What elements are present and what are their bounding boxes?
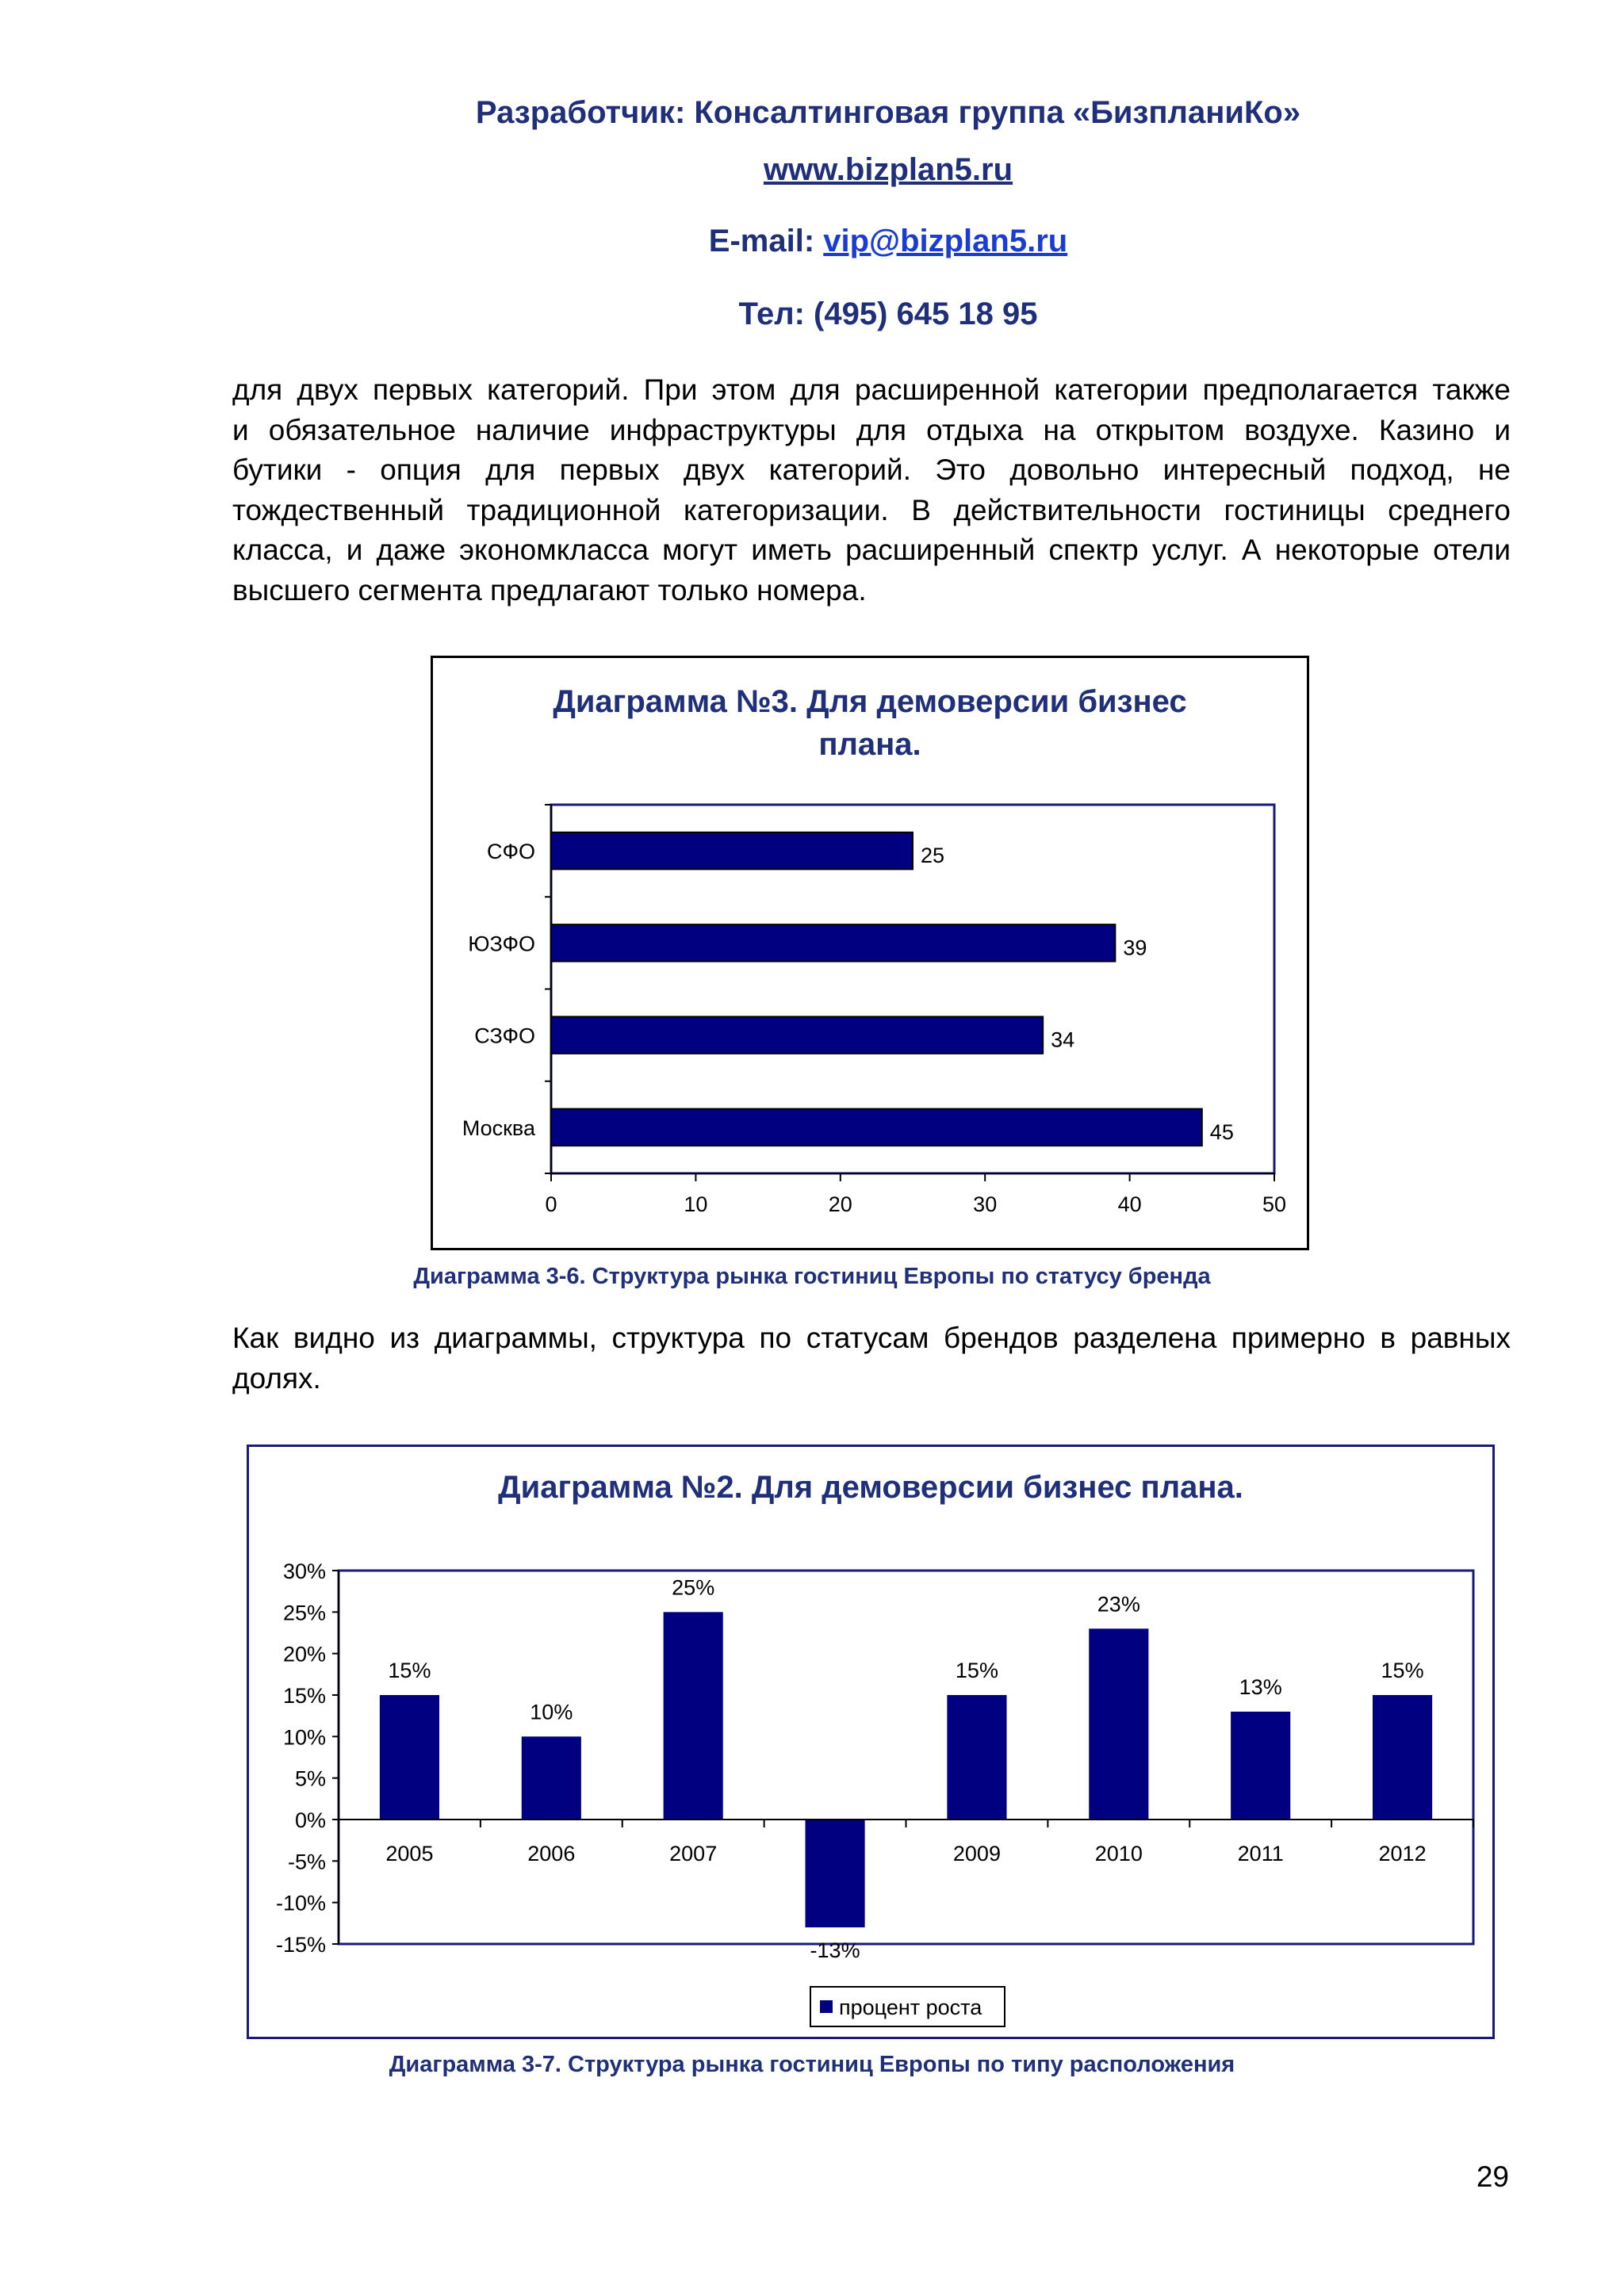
bar-2	[664, 1612, 723, 1820]
paragraph-line: класса, и даже экономкласса могут иметь расширенный спектр услуг. А некоторые отели	[232, 534, 1511, 566]
paragraph-line: долях.	[232, 1361, 321, 1395]
y-tick-label: 25%	[282, 1601, 326, 1625]
x-tick-label: 40	[1117, 1192, 1142, 1216]
y-tick-label: 15%	[282, 1684, 326, 1708]
bar-1	[522, 1736, 581, 1820]
x-tick-label: 20	[828, 1192, 852, 1216]
x-tick-label: 30	[973, 1192, 998, 1216]
bar-3	[805, 1820, 864, 1927]
category-label: 2012	[1378, 1842, 1427, 1866]
bar-4	[947, 1695, 1006, 1820]
y-tick-label: -10%	[275, 1891, 326, 1915]
caption-2: Диаграмма 3-7. Структура рынка гостиниц Европы по типу расположения	[389, 2052, 1235, 2077]
header-phone: Тел: (495) 645 18 95	[738, 297, 1038, 331]
bar-7	[1373, 1695, 1432, 1820]
legend-swatch	[820, 2000, 833, 2013]
category-label: Москва	[462, 1115, 535, 1140]
header-developer: Разработчик: Консалтинговая группа «БизпланиКо»	[475, 95, 1301, 130]
data-label: 15%	[388, 1659, 431, 1682]
data-label: 25%	[672, 1575, 715, 1600]
category-label: СЗФО	[474, 1024, 535, 1048]
plot-area	[339, 1571, 1473, 1944]
paragraph-line: бутики - опция для первых двух категорий. Это довольно интересный подход, не	[232, 453, 1511, 486]
x-tick-label: 10	[684, 1192, 708, 1216]
paragraph-line: тождественный традиционной категоризации. В действительности гостиницы среднего	[232, 493, 1511, 526]
y-tick-label: 5%	[294, 1766, 326, 1791]
y-tick-label: -15%	[275, 1933, 326, 1957]
email-link[interactable]: vip@bizplan5.ru	[823, 224, 1068, 258]
website-link[interactable]: www.bizplan5.ru	[763, 152, 1013, 187]
bar-5	[1089, 1628, 1148, 1820]
y-tick-label: 0%	[294, 1808, 326, 1832]
data-label: 39	[1123, 936, 1147, 960]
paragraph-line: для двух первых категорий. При этом для расширенной категории предполагается также	[232, 373, 1511, 406]
data-label: 15%	[955, 1659, 998, 1682]
data-label: 23%	[1097, 1592, 1140, 1617]
category-label: 2011	[1237, 1842, 1284, 1866]
caption-1: Диаграмма 3-6. Структура рынка гостиниц Европы по статусу бренда	[413, 1264, 1211, 1289]
y-tick-label: 10%	[282, 1725, 326, 1750]
legend-label: процент роста	[839, 1996, 982, 2019]
category-label: 2006	[527, 1842, 576, 1866]
y-tick-label: 20%	[282, 1642, 326, 1667]
category-label: 2009	[952, 1842, 1001, 1866]
data-label: 25	[921, 844, 945, 868]
paragraph-line: высшего сегмента предлагают только номера.	[232, 573, 867, 607]
data-label: 13%	[1239, 1674, 1282, 1699]
paragraph-line: Как видно из диаграммы, структура по статусам брендов разделена примерно в равных	[232, 1322, 1511, 1354]
category-label: ЮЗФО	[468, 932, 535, 956]
category-label: 2005	[385, 1842, 434, 1866]
y-tick-label: -5%	[287, 1850, 326, 1874]
x-tick-label: 50	[1262, 1192, 1287, 1216]
chart-1-title-line: Диаграмма №3. Для демоверсии бизнес	[553, 684, 1187, 719]
y-tick-label: 30%	[282, 1559, 326, 1583]
bar-0	[380, 1695, 439, 1820]
x-tick-label: 0	[545, 1192, 557, 1216]
data-label: 45	[1209, 1119, 1234, 1144]
data-label: 34	[1051, 1027, 1075, 1052]
email-label: E-mail:	[708, 224, 824, 258]
data-label: 15%	[1381, 1659, 1424, 1682]
category-label: СФО	[486, 840, 535, 864]
data-label: 10%	[530, 1700, 573, 1724]
page-number: 29	[1476, 2160, 1509, 2193]
category-label: 2007	[669, 1842, 718, 1866]
category-label: 2010	[1094, 1842, 1143, 1866]
data-label: -13%	[810, 1938, 860, 1963]
chart-1-title-line: плана.	[818, 727, 921, 762]
bar-6	[1231, 1712, 1290, 1820]
chart-2-title: Диаграмма №2. Для демоверсии бизнес плана.	[498, 1470, 1243, 1505]
paragraph-line: и обязательное наличие инфраструктуры для отдыха на открытом воздухе. Казино и	[232, 413, 1511, 446]
